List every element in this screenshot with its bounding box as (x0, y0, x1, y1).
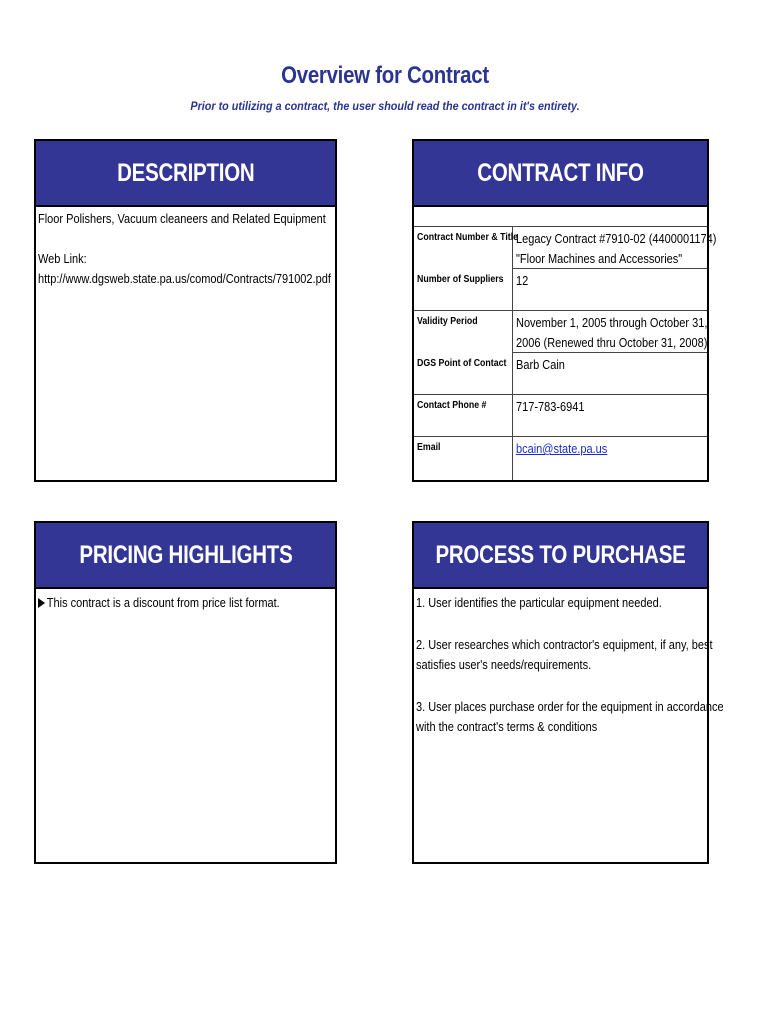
row-value: Legacy Contract #7910-02 (4400001174) (516, 232, 717, 246)
description-heading: DESCRIPTION (116, 158, 255, 187)
description-header (36, 141, 335, 207)
contract-info-panel (412, 139, 717, 482)
bullet-arrow-icon (38, 598, 45, 608)
row-value: 2006 (Renewed thru October 31, 2008) (516, 336, 708, 350)
process-step-2: 2. User researches which contractor's equipment, if any, best (416, 638, 713, 652)
process-panel (412, 521, 724, 864)
pricing-heading: PRICING HIGHLIGHTS (78, 540, 293, 569)
page-subtitle: Prior to utilizing a contract, the user should read the contract in it's entirety. (190, 99, 580, 113)
web-link-url[interactable]: http://www.dgsweb.state.pa.us/comod/Contracts/791002.pdf (38, 272, 331, 286)
pricing-bullet-text: This contract is a discount from price list format. (46, 596, 280, 610)
row-value: Barb Cain (516, 358, 565, 372)
contract-info-table (414, 205, 717, 480)
contract-info-heading: CONTRACT INFO (477, 158, 644, 187)
row-label: Contract Number & Title (417, 232, 519, 243)
process-step-1: 1. User identifies the particular equipment needed. (416, 596, 662, 610)
row-value: November 1, 2005 through October 31, (516, 316, 708, 330)
process-step-3-cont: with the contract's terms & conditions (416, 720, 598, 734)
description-text: Floor Polishers, Vacuum cleaneers and Related Equipment (38, 212, 326, 226)
process-heading: PROCESS TO PURCHASE (435, 540, 686, 569)
process-step-3: 3. User places purchase order for the equipment in accordance (416, 700, 724, 714)
row-label: DGS Point of Contact (417, 358, 507, 369)
pricing-header (36, 523, 335, 589)
row-value: 717-783-6941 (516, 400, 585, 414)
row-label: Email (417, 442, 441, 453)
process-header (414, 523, 707, 589)
row-label: Contact Phone # (417, 400, 487, 411)
row-label: Validity Period (417, 316, 478, 327)
pricing-panel (34, 521, 337, 864)
description-panel (34, 139, 337, 482)
web-link-label: Web Link: (38, 252, 87, 266)
process-step-2-cont: satisfies user's needs/requirements. (416, 658, 592, 672)
row-label: Number of Suppliers (417, 274, 504, 285)
row-value: 12 (516, 274, 529, 288)
row-value: "Floor Machines and Accessories" (516, 252, 683, 266)
email-link[interactable]: bcain@state.pa.us (516, 442, 608, 456)
contract-info-header (414, 141, 707, 207)
page-title: Overview for Contract (281, 62, 489, 89)
